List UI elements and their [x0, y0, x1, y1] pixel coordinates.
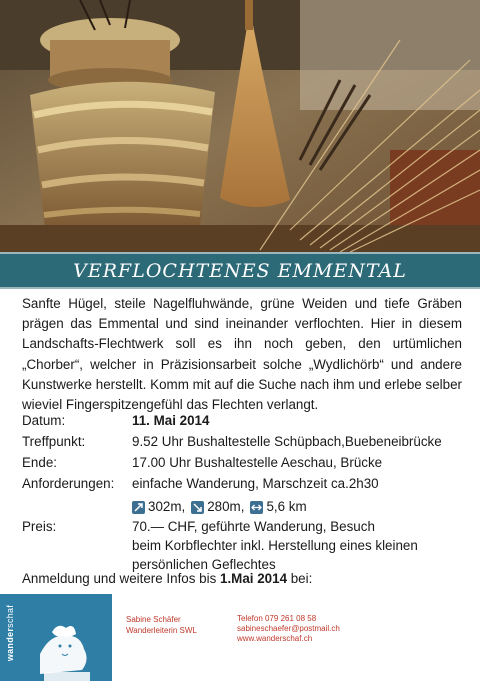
header-photo-baskets — [0, 0, 480, 252]
preis-line-2: beim Korbflechter inkl. Herstellung eines kleinen — [132, 538, 418, 553]
logo-wordmark: wanderschaf — [5, 604, 15, 662]
ascent-icon — [132, 501, 145, 514]
sheep-icon — [0, 594, 112, 681]
wanderschaf-logo — [0, 594, 112, 681]
preis-line-3: persönlichen Geflechtes — [132, 557, 276, 572]
route-stats — [132, 497, 313, 517]
contact-role: Wanderleiterin SWL — [126, 626, 197, 635]
anforderungen-label: Anforderungen: — [22, 476, 115, 491]
preis-line-1: 70.— CHF, geführte Wanderung, Besuch — [132, 519, 375, 534]
signup-text: Anmeldung und weitere Infos bis — [22, 571, 221, 586]
contact-person — [126, 614, 197, 636]
contact-details — [237, 614, 340, 644]
ende-label: Ende: — [22, 455, 57, 470]
anforderungen-value: einfache Wanderung, Marschzeit ca.2h30 — [132, 476, 379, 491]
descent-icon — [191, 501, 204, 514]
signup-line — [22, 571, 312, 586]
descent-value: 280m, — [207, 499, 245, 514]
datum-label: Datum: — [22, 413, 66, 428]
ascent-value: 302m, — [148, 499, 186, 514]
datum-value: 11. Mai 2014 — [132, 413, 210, 428]
intro-paragraph: Sanfte Hügel, steile Nagelfluhwände, grüne Weiden und tiefe Gräben prägen das Emmental und sind ineinander verflochten. Hier in diesem Landschafts-Flechtwerk soll es ihn noch geben, den urtümlichen „Chorber“, welcher in Präzisionsarbeit solche „Wydlichörb“ und andere Kunstwerke herstellt. Komm mit auf die Suche nach ihm und erlebe selber wieviel Fingerspitzengefühl das Flechten verlangt. — [22, 296, 462, 413]
treffpunkt-value: 9.52 Uhr Bushaltestelle Schüpbach,Buebeneibrücke — [132, 434, 442, 449]
contact-website[interactable]: www.wanderschaf.ch — [237, 634, 313, 643]
title-band — [0, 252, 480, 289]
contact-phone: Telefon 079 261 08 58 — [237, 614, 317, 623]
page-title: VERFLOCHTENES EMMENTAL — [73, 259, 407, 282]
contact-name: Sabine Schäfer — [126, 615, 181, 624]
ende-value: 17.00 Uhr Bushaltestelle Aeschau, Brücke — [132, 455, 383, 470]
preis-label: Preis: — [22, 519, 57, 534]
contact-email[interactable]: sabineschaefer@postmail.ch — [237, 624, 340, 633]
distance-value: 5,6 km — [266, 499, 307, 514]
signup-date: 1.Mai 2014 — [220, 571, 288, 586]
treffpunkt-label: Treffpunkt: — [22, 434, 86, 449]
distance-icon — [250, 501, 263, 514]
signup-suffix: bei: — [287, 571, 313, 586]
preis-value — [132, 517, 418, 574]
